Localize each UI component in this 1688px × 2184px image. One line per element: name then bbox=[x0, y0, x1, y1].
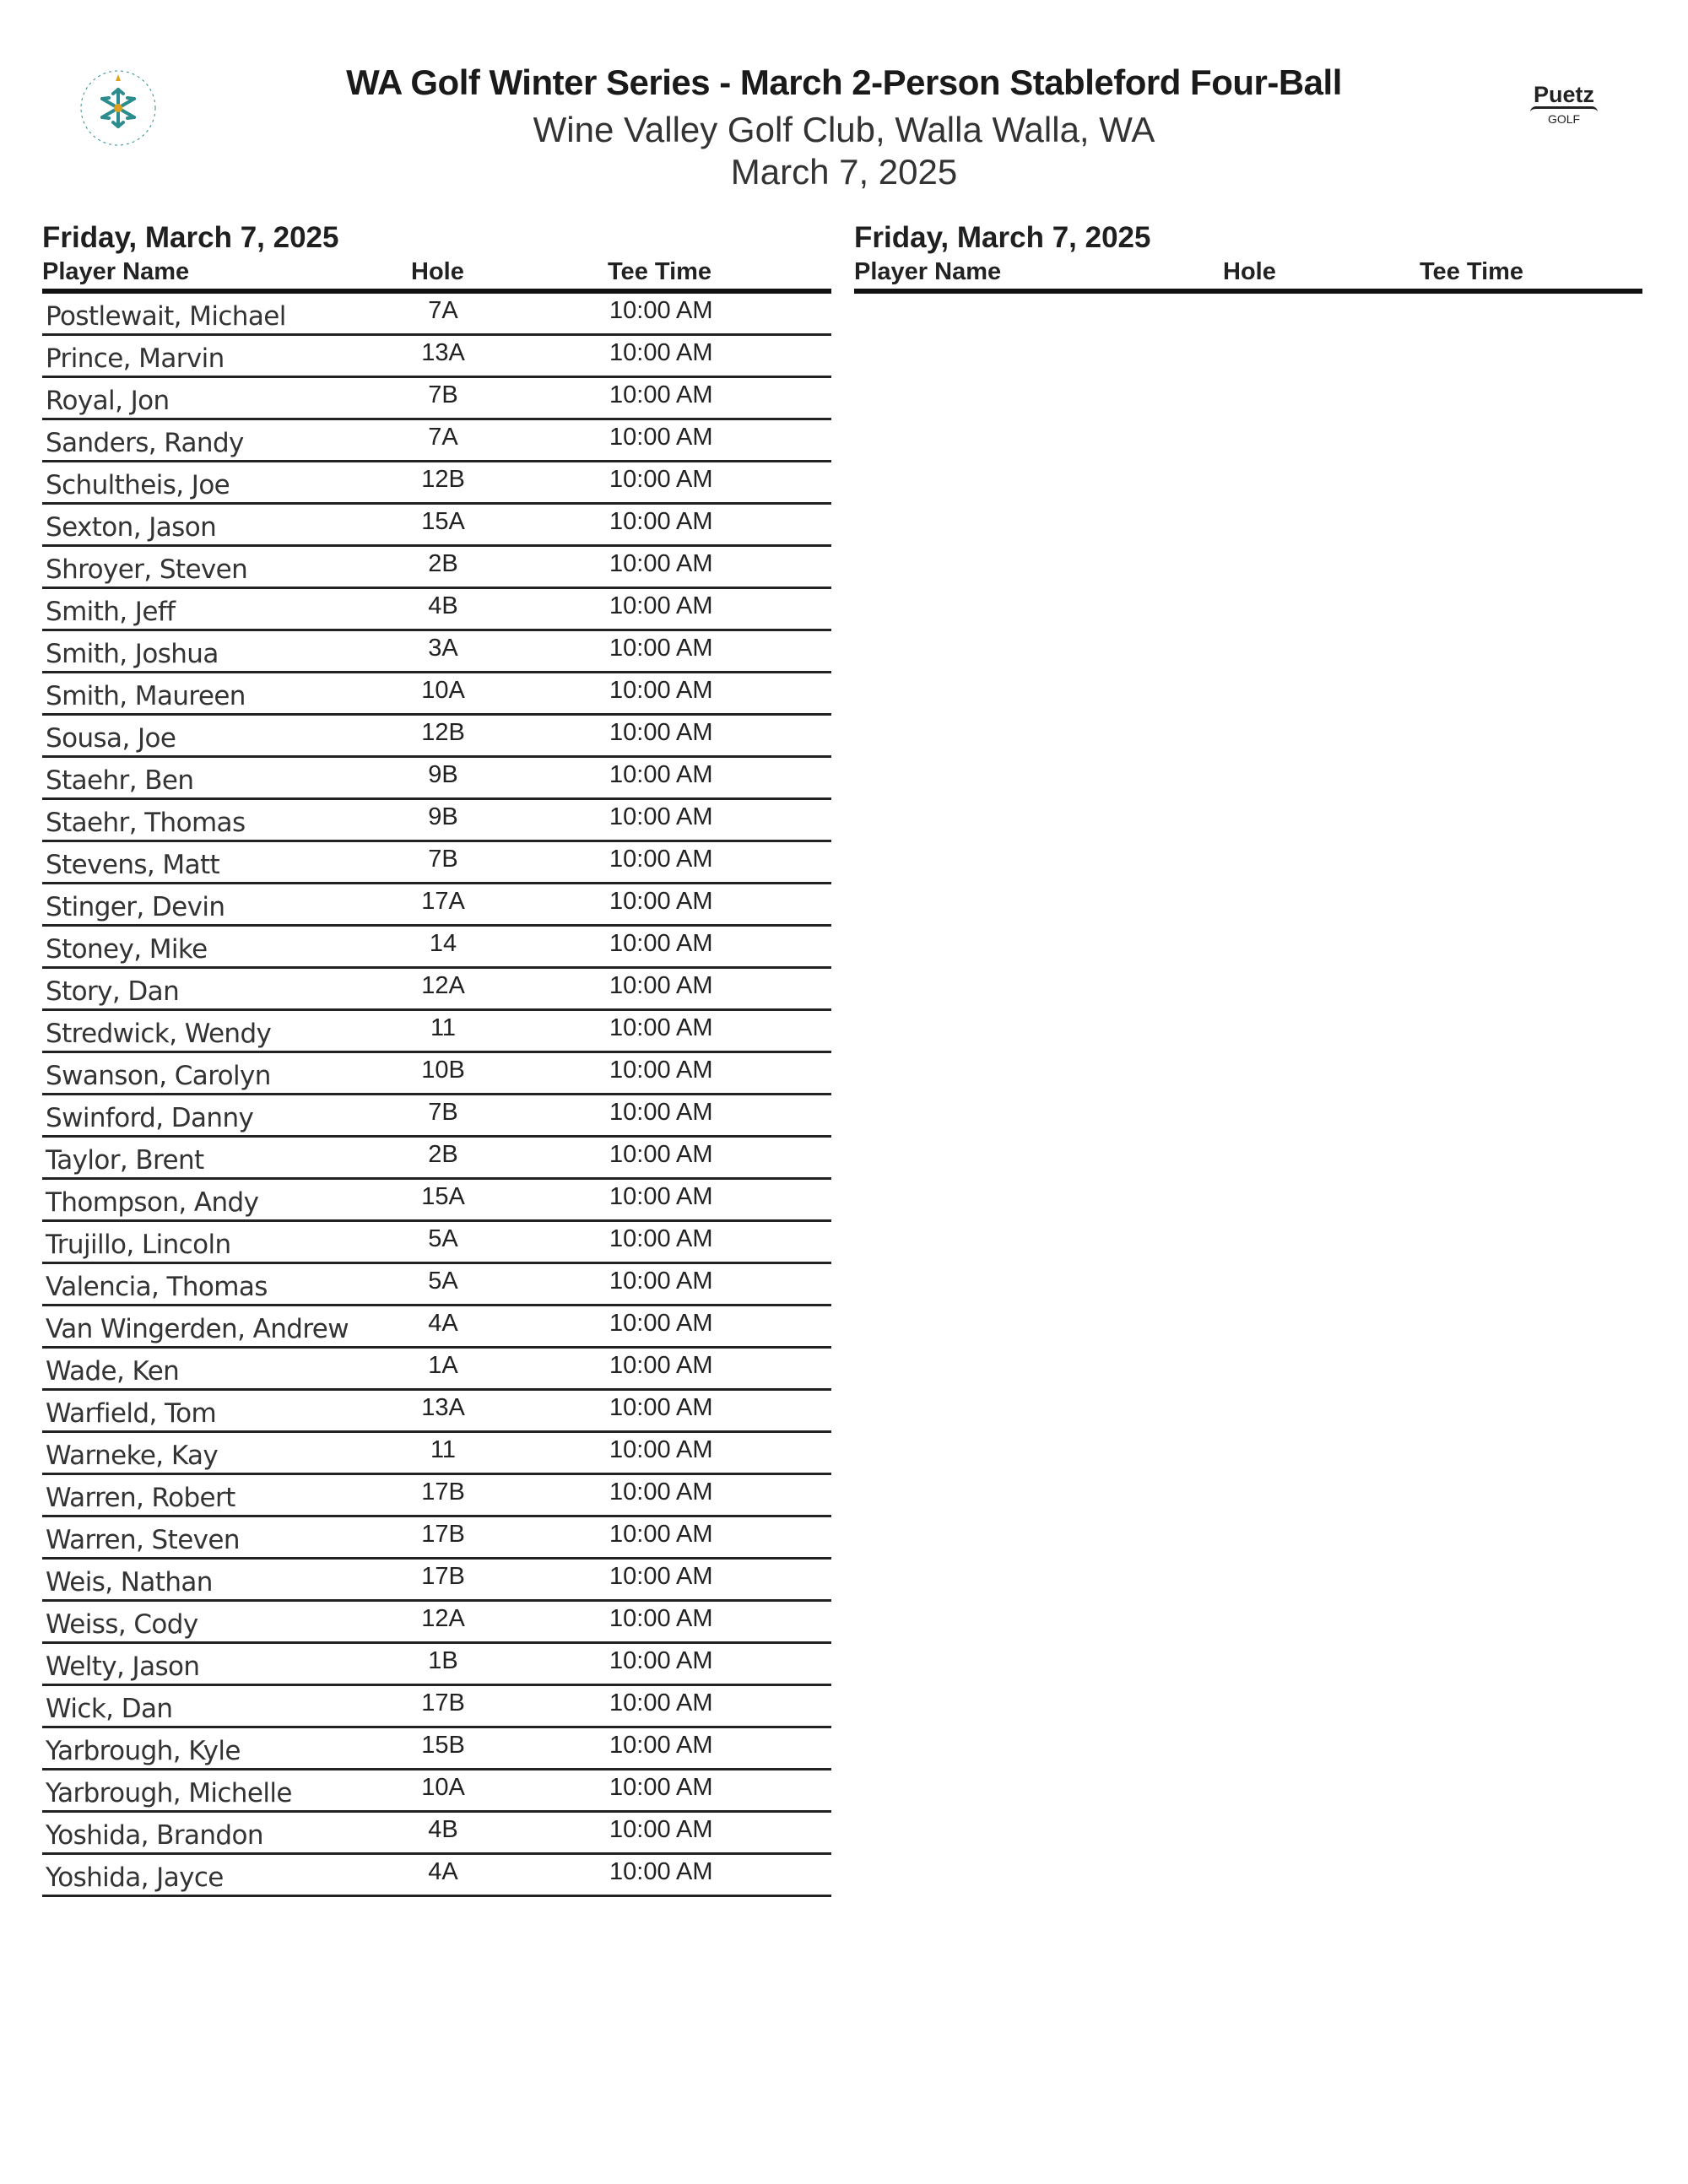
table-row bbox=[42, 1813, 831, 1855]
hole-cell: 14 bbox=[429, 930, 457, 957]
player-name: Postlewait, Michael bbox=[46, 301, 286, 332]
tee-time-cell: 10:00 AM bbox=[609, 1816, 713, 1843]
table-row bbox=[42, 462, 831, 505]
hole-cell: 4B bbox=[428, 592, 458, 619]
tee-time-cell: 10:00 AM bbox=[609, 888, 713, 915]
column-header bbox=[854, 257, 1642, 294]
player-name: Yarbrough, Kyle bbox=[46, 1736, 241, 1766]
table-row bbox=[42, 1306, 831, 1349]
tee-time-cell: 10:00 AM bbox=[609, 719, 713, 746]
winter-series-logo bbox=[76, 66, 160, 150]
tee-time-cell: 10:00 AM bbox=[609, 1479, 713, 1506]
player-name: Shroyer, Steven bbox=[46, 554, 248, 585]
player-name: Staehr, Ben bbox=[46, 765, 194, 796]
table-row bbox=[42, 1728, 831, 1770]
player-name: Sousa, Joe bbox=[46, 723, 176, 754]
tee-time-cell: 10:00 AM bbox=[609, 1352, 713, 1379]
tee-time-cell: 10:00 AM bbox=[609, 1774, 713, 1801]
hole-cell: 11 bbox=[430, 1014, 457, 1041]
tee-time-cell: 10:00 AM bbox=[609, 1225, 713, 1252]
table-row bbox=[42, 884, 831, 927]
player-name: Warfield, Tom bbox=[46, 1398, 217, 1429]
hole-cell: 4A bbox=[428, 1858, 458, 1885]
hole-cell: 10A bbox=[421, 677, 465, 704]
player-name: Swanson, Carolyn bbox=[46, 1061, 271, 1091]
hole-cell: 2B bbox=[428, 1141, 458, 1168]
tee-time-cell: 10:00 AM bbox=[609, 592, 713, 619]
player-name: Trujillo, Lincoln bbox=[46, 1230, 231, 1260]
tee-time-cell: 10:00 AM bbox=[609, 1647, 713, 1674]
table-row bbox=[42, 716, 831, 758]
hole-cell: 13A bbox=[421, 1394, 465, 1421]
tee-time-cell: 10:00 AM bbox=[609, 803, 713, 830]
table-row bbox=[42, 294, 831, 336]
tee-time-cell: 10:00 AM bbox=[609, 846, 713, 873]
tee-time-cell: 10:00 AM bbox=[609, 1436, 713, 1463]
table-row bbox=[42, 1686, 831, 1728]
snowflake-logo-icon bbox=[76, 66, 160, 150]
tee-time-cell: 10:00 AM bbox=[609, 424, 713, 451]
puetz-golf-logo bbox=[1526, 83, 1602, 127]
hole-cell: 12B bbox=[421, 719, 465, 746]
table-row bbox=[42, 420, 831, 462]
table-row bbox=[42, 1264, 831, 1306]
table-row bbox=[42, 1095, 831, 1138]
player-name: Thompson, Andy bbox=[46, 1187, 259, 1218]
header-player-name: Player Name bbox=[42, 258, 190, 285]
player-name: Wade, Ken bbox=[46, 1356, 180, 1387]
player-name: Wick, Dan bbox=[46, 1694, 173, 1724]
player-name: Weiss, Cody bbox=[46, 1609, 198, 1640]
hole-cell: 13A bbox=[421, 339, 465, 366]
hole-cell: 15A bbox=[421, 508, 465, 535]
tee-time-cell: 10:00 AM bbox=[609, 1057, 713, 1084]
hole-cell: 4B bbox=[428, 1816, 458, 1843]
puetz-sub: GOLF bbox=[1547, 112, 1581, 126]
hole-cell: 12A bbox=[421, 1605, 465, 1632]
tee-time-cell: 10:00 AM bbox=[609, 466, 713, 493]
table-row bbox=[42, 547, 831, 589]
player-name: Sanders, Randy bbox=[46, 428, 244, 458]
hole-cell: 17B bbox=[421, 1563, 465, 1590]
hole-cell: 17B bbox=[421, 1521, 465, 1548]
header-tee-time: Tee Time bbox=[1420, 258, 1524, 285]
header-player-name: Player Name bbox=[854, 258, 1002, 285]
hole-cell: 7A bbox=[428, 424, 458, 451]
tee-time-cell: 10:00 AM bbox=[609, 930, 713, 957]
tee-time-cell: 10:00 AM bbox=[609, 1858, 713, 1885]
table-row bbox=[42, 1560, 831, 1602]
hole-cell: 17A bbox=[421, 888, 465, 915]
player-name: Schultheis, Joe bbox=[46, 470, 230, 500]
hole-cell: 1A bbox=[428, 1352, 458, 1379]
player-name: Smith, Jeff bbox=[46, 597, 176, 627]
table-row bbox=[42, 1222, 831, 1264]
header-tee-time: Tee Time bbox=[608, 258, 712, 285]
player-name: Yoshida, Jayce bbox=[46, 1862, 224, 1893]
table-row bbox=[42, 758, 831, 800]
tee-time-cell: 10:00 AM bbox=[609, 677, 713, 704]
hole-cell: 7A bbox=[428, 297, 458, 324]
hole-cell: 9B bbox=[428, 761, 458, 788]
table-row bbox=[42, 1517, 831, 1560]
event-date: March 7, 2025 bbox=[730, 152, 958, 192]
tee-time-cell: 10:00 AM bbox=[609, 1732, 713, 1759]
player-name: Van Wingerden, Andrew bbox=[46, 1314, 349, 1344]
table-row bbox=[42, 378, 831, 420]
player-name: Valencia, Thomas bbox=[46, 1272, 268, 1302]
table-row bbox=[42, 1433, 831, 1475]
player-name: Weis, Nathan bbox=[46, 1567, 213, 1597]
table-row bbox=[42, 1180, 831, 1222]
tee-time-cell: 10:00 AM bbox=[609, 635, 713, 662]
tee-time-cell: 10:00 AM bbox=[609, 1689, 713, 1716]
hole-cell: 15A bbox=[421, 1183, 465, 1210]
tee-time-cell: 10:00 AM bbox=[609, 508, 713, 535]
player-name: Smith, Maureen bbox=[46, 681, 246, 711]
player-name: Warren, Steven bbox=[46, 1525, 240, 1555]
table-row bbox=[42, 1770, 831, 1813]
swoosh-icon bbox=[1530, 106, 1598, 112]
hole-cell: 12B bbox=[421, 466, 465, 493]
tee-time-cell: 10:00 AM bbox=[609, 1563, 713, 1590]
player-name: Story, Dan bbox=[46, 976, 180, 1007]
player-name: Yarbrough, Michelle bbox=[46, 1778, 292, 1808]
tee-time-cell: 10:00 AM bbox=[609, 1141, 713, 1168]
table-row bbox=[42, 1475, 831, 1517]
hole-cell: 7B bbox=[428, 1099, 458, 1126]
player-name: Stredwick, Wendy bbox=[46, 1019, 272, 1049]
tee-time-cell: 10:00 AM bbox=[609, 1394, 713, 1421]
tee-time-cell: 10:00 AM bbox=[609, 972, 713, 999]
tee-time-cell: 10:00 AM bbox=[609, 550, 713, 577]
table-row bbox=[42, 927, 831, 969]
table-row bbox=[42, 800, 831, 842]
tee-time-cell: 10:00 AM bbox=[609, 1310, 713, 1337]
table-row bbox=[42, 631, 831, 673]
hole-cell: 11 bbox=[430, 1436, 457, 1463]
hole-cell: 2B bbox=[428, 550, 458, 577]
player-name: Warren, Robert bbox=[46, 1483, 235, 1513]
tee-times-column-right bbox=[854, 219, 1642, 294]
hole-cell: 9B bbox=[428, 803, 458, 830]
hole-cell: 15B bbox=[421, 1732, 465, 1759]
player-name: Staehr, Thomas bbox=[46, 808, 246, 838]
hole-cell: 12A bbox=[421, 972, 465, 999]
player-name: Stevens, Matt bbox=[46, 850, 220, 880]
player-name: Prince, Marvin bbox=[46, 343, 225, 374]
tee-time-cell: 10:00 AM bbox=[609, 761, 713, 788]
venue-line: Wine Valley Golf Club, Walla Walla, WA bbox=[533, 110, 1155, 149]
hole-cell: 17B bbox=[421, 1479, 465, 1506]
column-date: Friday, March 7, 2025 bbox=[42, 221, 339, 254]
player-name: Stinger, Devin bbox=[46, 892, 225, 922]
hole-cell: 4A bbox=[428, 1310, 458, 1337]
table-row bbox=[42, 1138, 831, 1180]
table-row bbox=[42, 1349, 831, 1391]
hole-cell: 1B bbox=[428, 1647, 458, 1674]
page-header bbox=[0, 0, 1688, 203]
hole-cell: 10A bbox=[421, 1774, 465, 1801]
tee-times-column-left bbox=[42, 219, 831, 1897]
player-name: Warneke, Kay bbox=[46, 1441, 219, 1471]
hole-cell: 5A bbox=[428, 1225, 458, 1252]
header-hole: Hole bbox=[1223, 258, 1276, 285]
table-row bbox=[42, 842, 831, 884]
tee-time-cell: 10:00 AM bbox=[609, 1099, 713, 1126]
tee-time-cell: 10:00 AM bbox=[609, 1268, 713, 1295]
tee-time-cell: 10:00 AM bbox=[609, 297, 713, 324]
table-row bbox=[42, 1053, 831, 1095]
player-name: Taylor, Brent bbox=[46, 1145, 204, 1176]
hole-cell: 17B bbox=[421, 1689, 465, 1716]
page-title: WA Golf Winter Series - March 2-Person Stableford Four-Ball bbox=[346, 62, 1342, 102]
tee-time-cell: 10:00 AM bbox=[609, 1183, 713, 1210]
player-name: Stoney, Mike bbox=[46, 934, 208, 965]
tee-time-cell: 10:00 AM bbox=[609, 1014, 713, 1041]
table-row bbox=[42, 1644, 831, 1686]
tee-time-cell: 10:00 AM bbox=[609, 381, 713, 408]
table-row bbox=[42, 1011, 831, 1053]
table-row bbox=[42, 969, 831, 1011]
hole-cell: 7B bbox=[428, 381, 458, 408]
header-hole: Hole bbox=[411, 258, 464, 285]
column-header bbox=[42, 257, 831, 294]
player-name: Smith, Joshua bbox=[46, 639, 219, 669]
player-name: Royal, Jon bbox=[46, 386, 170, 416]
player-name: Yoshida, Brandon bbox=[46, 1820, 263, 1851]
player-name: Sexton, Jason bbox=[46, 512, 217, 543]
column-date: Friday, March 7, 2025 bbox=[854, 221, 1151, 254]
table-row bbox=[42, 673, 831, 716]
tee-time-cell: 10:00 AM bbox=[609, 1605, 713, 1632]
table-row bbox=[42, 589, 831, 631]
table-row bbox=[42, 1391, 831, 1433]
hole-cell: 10B bbox=[421, 1057, 465, 1084]
hole-cell: 5A bbox=[428, 1268, 458, 1295]
puetz-brand: Puetz bbox=[1533, 82, 1594, 107]
player-name: Swinford, Danny bbox=[46, 1103, 254, 1133]
table-row bbox=[42, 505, 831, 547]
table-row bbox=[42, 1602, 831, 1644]
player-list bbox=[42, 294, 831, 1897]
player-name: Welty, Jason bbox=[46, 1652, 200, 1682]
hole-cell: 7B bbox=[428, 846, 458, 873]
hole-cell: 3A bbox=[428, 635, 458, 662]
table-row bbox=[42, 336, 831, 378]
tee-time-cell: 10:00 AM bbox=[609, 1521, 713, 1548]
tee-time-cell: 10:00 AM bbox=[609, 339, 713, 366]
table-row bbox=[42, 1855, 831, 1897]
